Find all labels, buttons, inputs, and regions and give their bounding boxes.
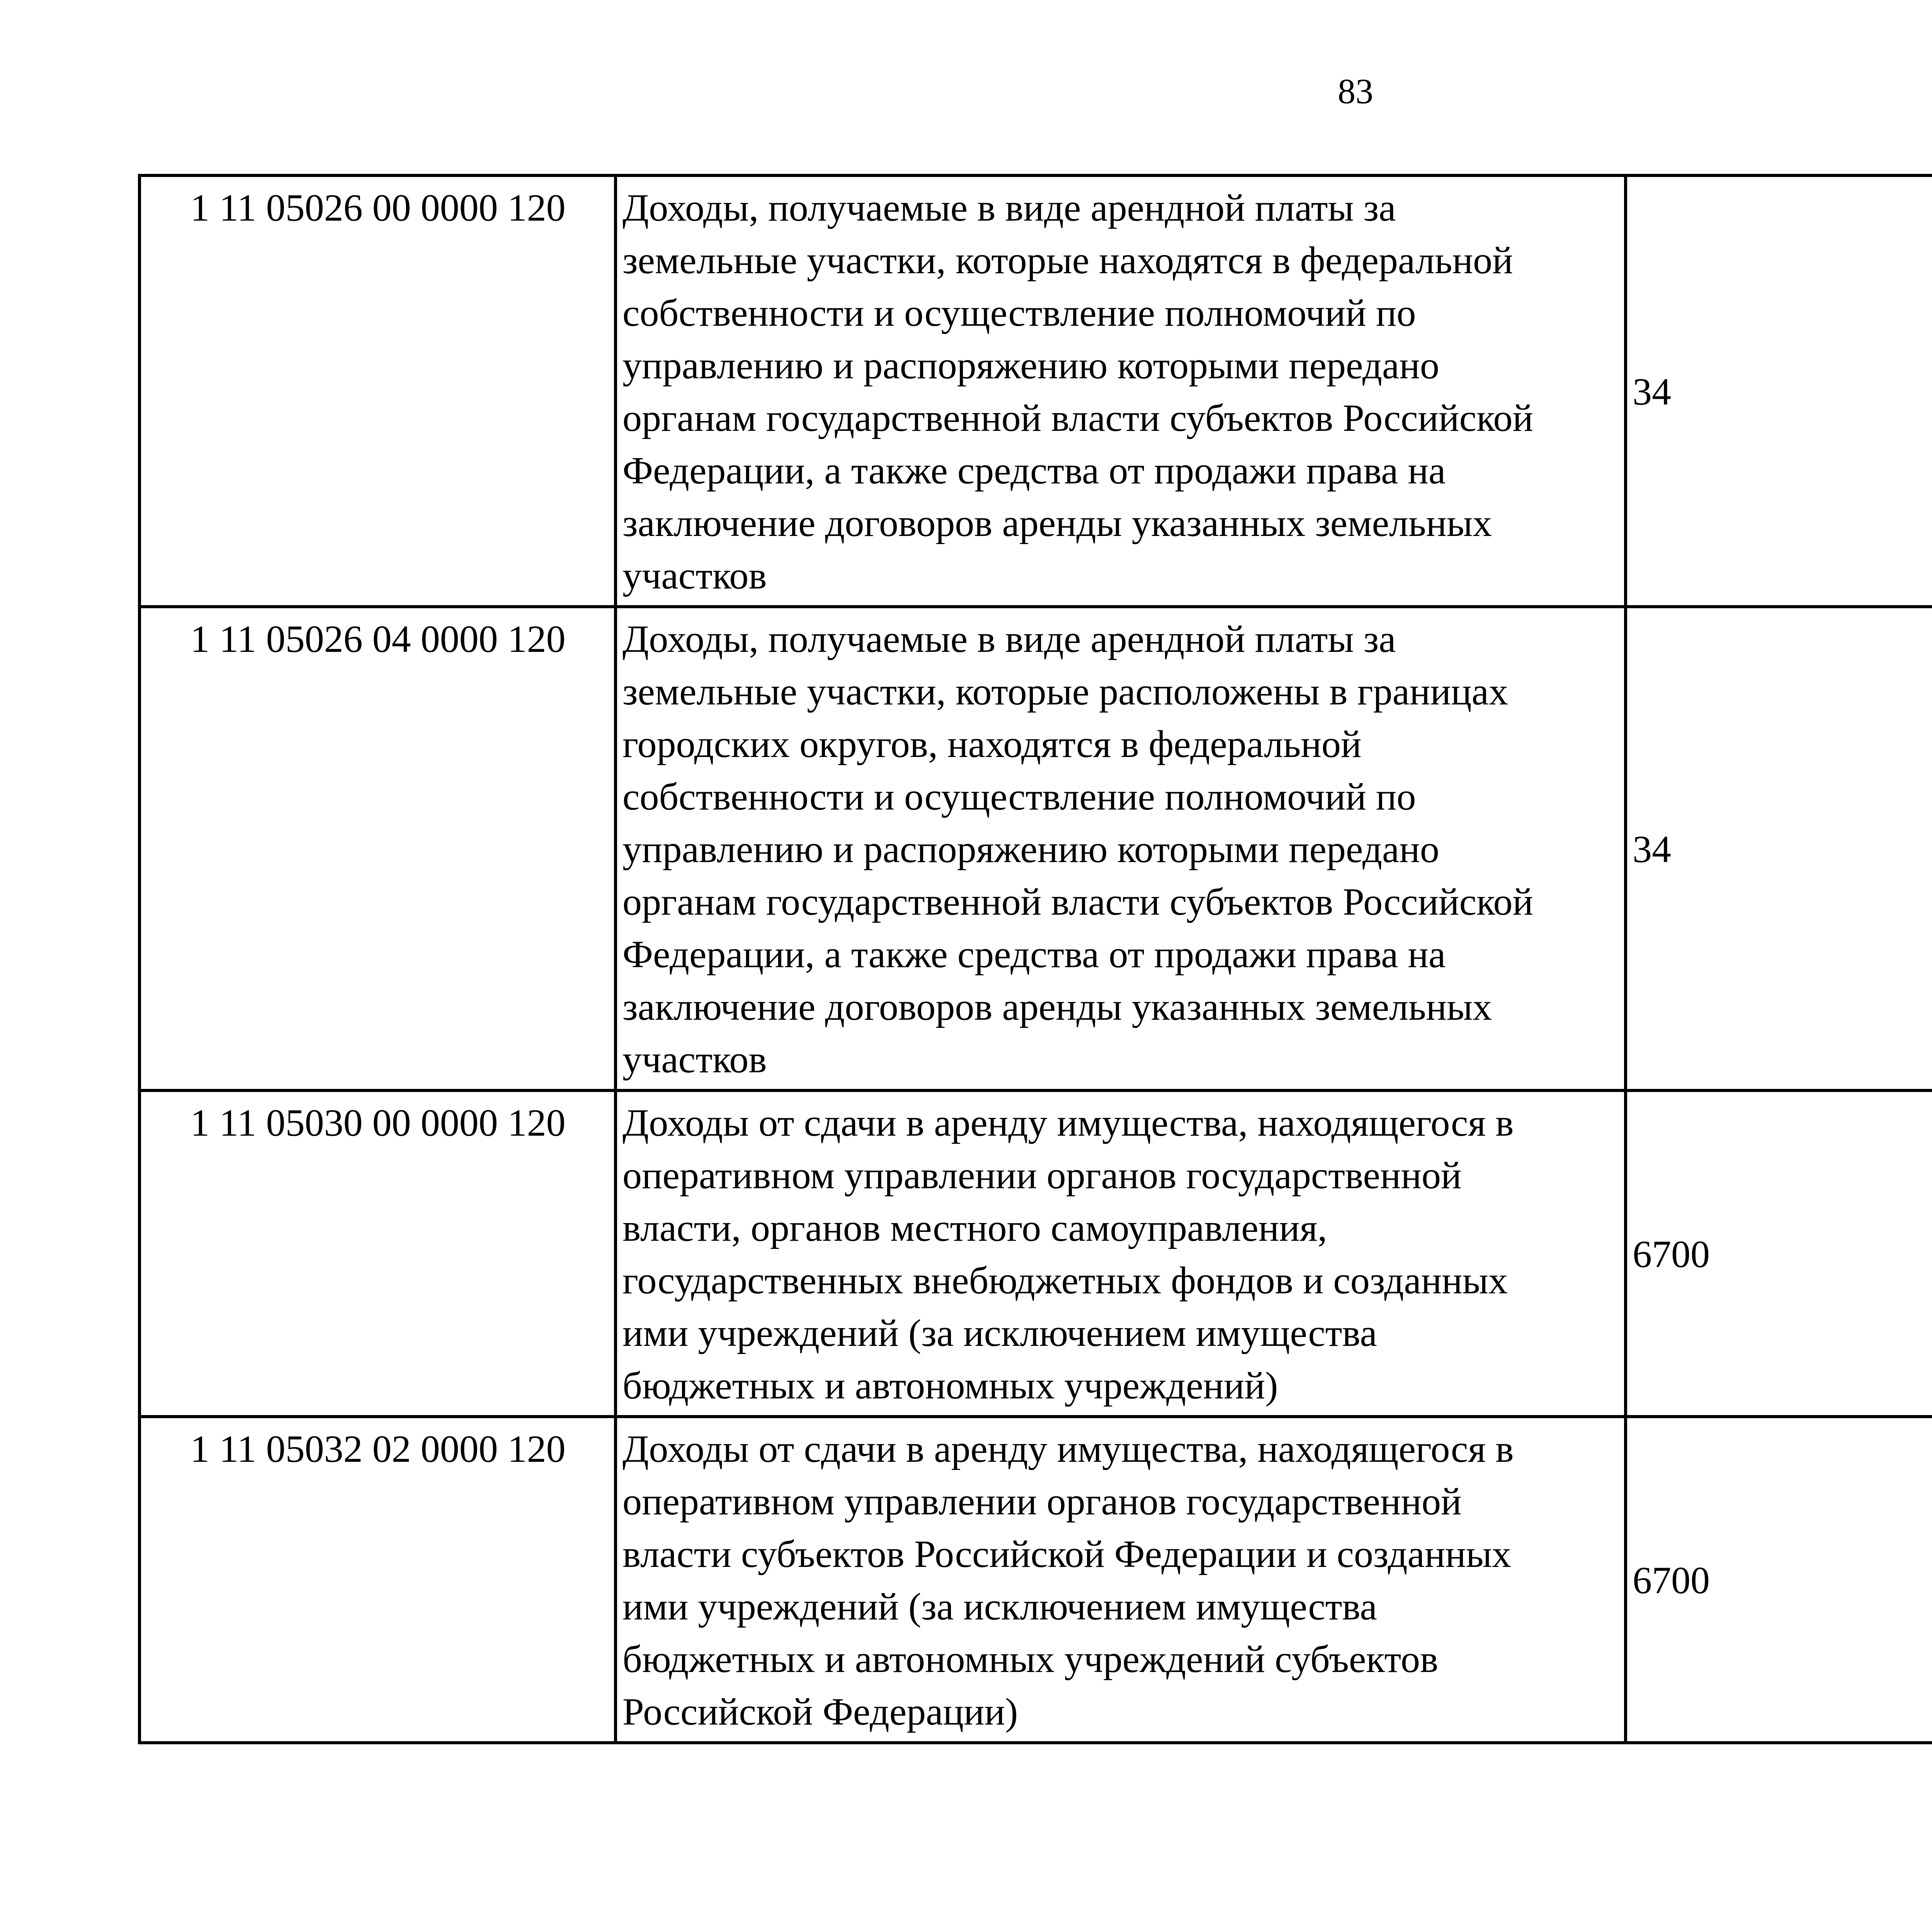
revenue-description xyxy=(616,607,1626,1090)
description-line: управлению и распоряжению которыми передано xyxy=(622,828,1439,871)
description-line: органам государственной власти субъектов Российской xyxy=(622,396,1533,439)
description-line: ими учреждений (за исключением имущества xyxy=(622,1585,1377,1628)
description-line: участков xyxy=(622,1038,767,1081)
description-line: Российской Федерации) xyxy=(622,1690,1018,1733)
value-cell-1: 6700 xyxy=(1626,1417,1932,1743)
description-line: участков xyxy=(622,554,767,597)
description-line: ими учреждений (за исключением имущества xyxy=(622,1311,1377,1354)
revenue-description xyxy=(616,1090,1626,1417)
description-line: государственных внебюджетных фондов и созданных xyxy=(622,1259,1508,1302)
table-row xyxy=(139,1417,1932,1743)
description-line: земельные участки, которые находятся в федеральной xyxy=(622,239,1513,282)
description-line: заключение договоров аренды указанных земельных xyxy=(622,985,1492,1028)
value-cell-1: 34 xyxy=(1626,175,1932,607)
budget-code: 1 11 05032 02 0000 120 xyxy=(139,1417,616,1743)
table-row xyxy=(139,175,1932,607)
description-line: заключение договоров аренды указанных земельных xyxy=(622,502,1492,544)
description-line: Федерации, а также средства от продажи права на xyxy=(622,449,1446,492)
description-line: бюджетных и автономных учреждений субъектов xyxy=(622,1638,1439,1681)
description-line: оперативном управлении органов государственной xyxy=(622,1480,1462,1523)
description-line: бюджетных и автономных учреждений) xyxy=(622,1364,1278,1407)
revenue-description xyxy=(616,1417,1626,1743)
description-line: Доходы от сдачи в аренду имущества, находящегося в xyxy=(622,1101,1514,1144)
description-line: Федерации, а также средства от продажи права на xyxy=(622,933,1446,976)
description-line: городских округов, находятся в федеральной xyxy=(622,723,1362,765)
table-row xyxy=(139,1090,1932,1417)
description-line: Доходы, получаемые в виде арендной платы за xyxy=(622,617,1396,660)
budget-code: 1 11 05026 00 0000 120 xyxy=(139,175,616,607)
revenue-description xyxy=(616,175,1626,607)
description-line: собственности и осуществление полномочий по xyxy=(622,291,1416,334)
value-cell-1: 6700 xyxy=(1626,1090,1932,1417)
budget-code: 1 11 05030 00 0000 120 xyxy=(139,1090,616,1417)
description-line: оперативном управлении органов государственной xyxy=(622,1154,1462,1197)
value-cell-1: 34 xyxy=(1626,607,1932,1090)
description-line: Доходы, получаемые в виде арендной платы за xyxy=(622,186,1396,229)
page-number: 83 xyxy=(1338,71,1373,111)
description-line: органам государственной власти субъектов Российской xyxy=(622,880,1533,923)
description-line: собственности и осуществление полномочий по xyxy=(622,775,1416,818)
table-row xyxy=(139,607,1932,1090)
description-line: Доходы от сдачи в аренду имущества, находящегося в xyxy=(622,1427,1514,1470)
description-line: власти субъектов Российской Федерации и созданных xyxy=(622,1533,1512,1575)
description-line: власти, органов местного самоуправления, xyxy=(622,1206,1327,1249)
revenue-table xyxy=(138,174,1932,1744)
description-line: управлению и распоряжению которыми передано xyxy=(622,344,1439,387)
description-line: земельные участки, которые расположены в границах xyxy=(622,670,1508,713)
budget-code: 1 11 05026 04 0000 120 xyxy=(139,607,616,1090)
